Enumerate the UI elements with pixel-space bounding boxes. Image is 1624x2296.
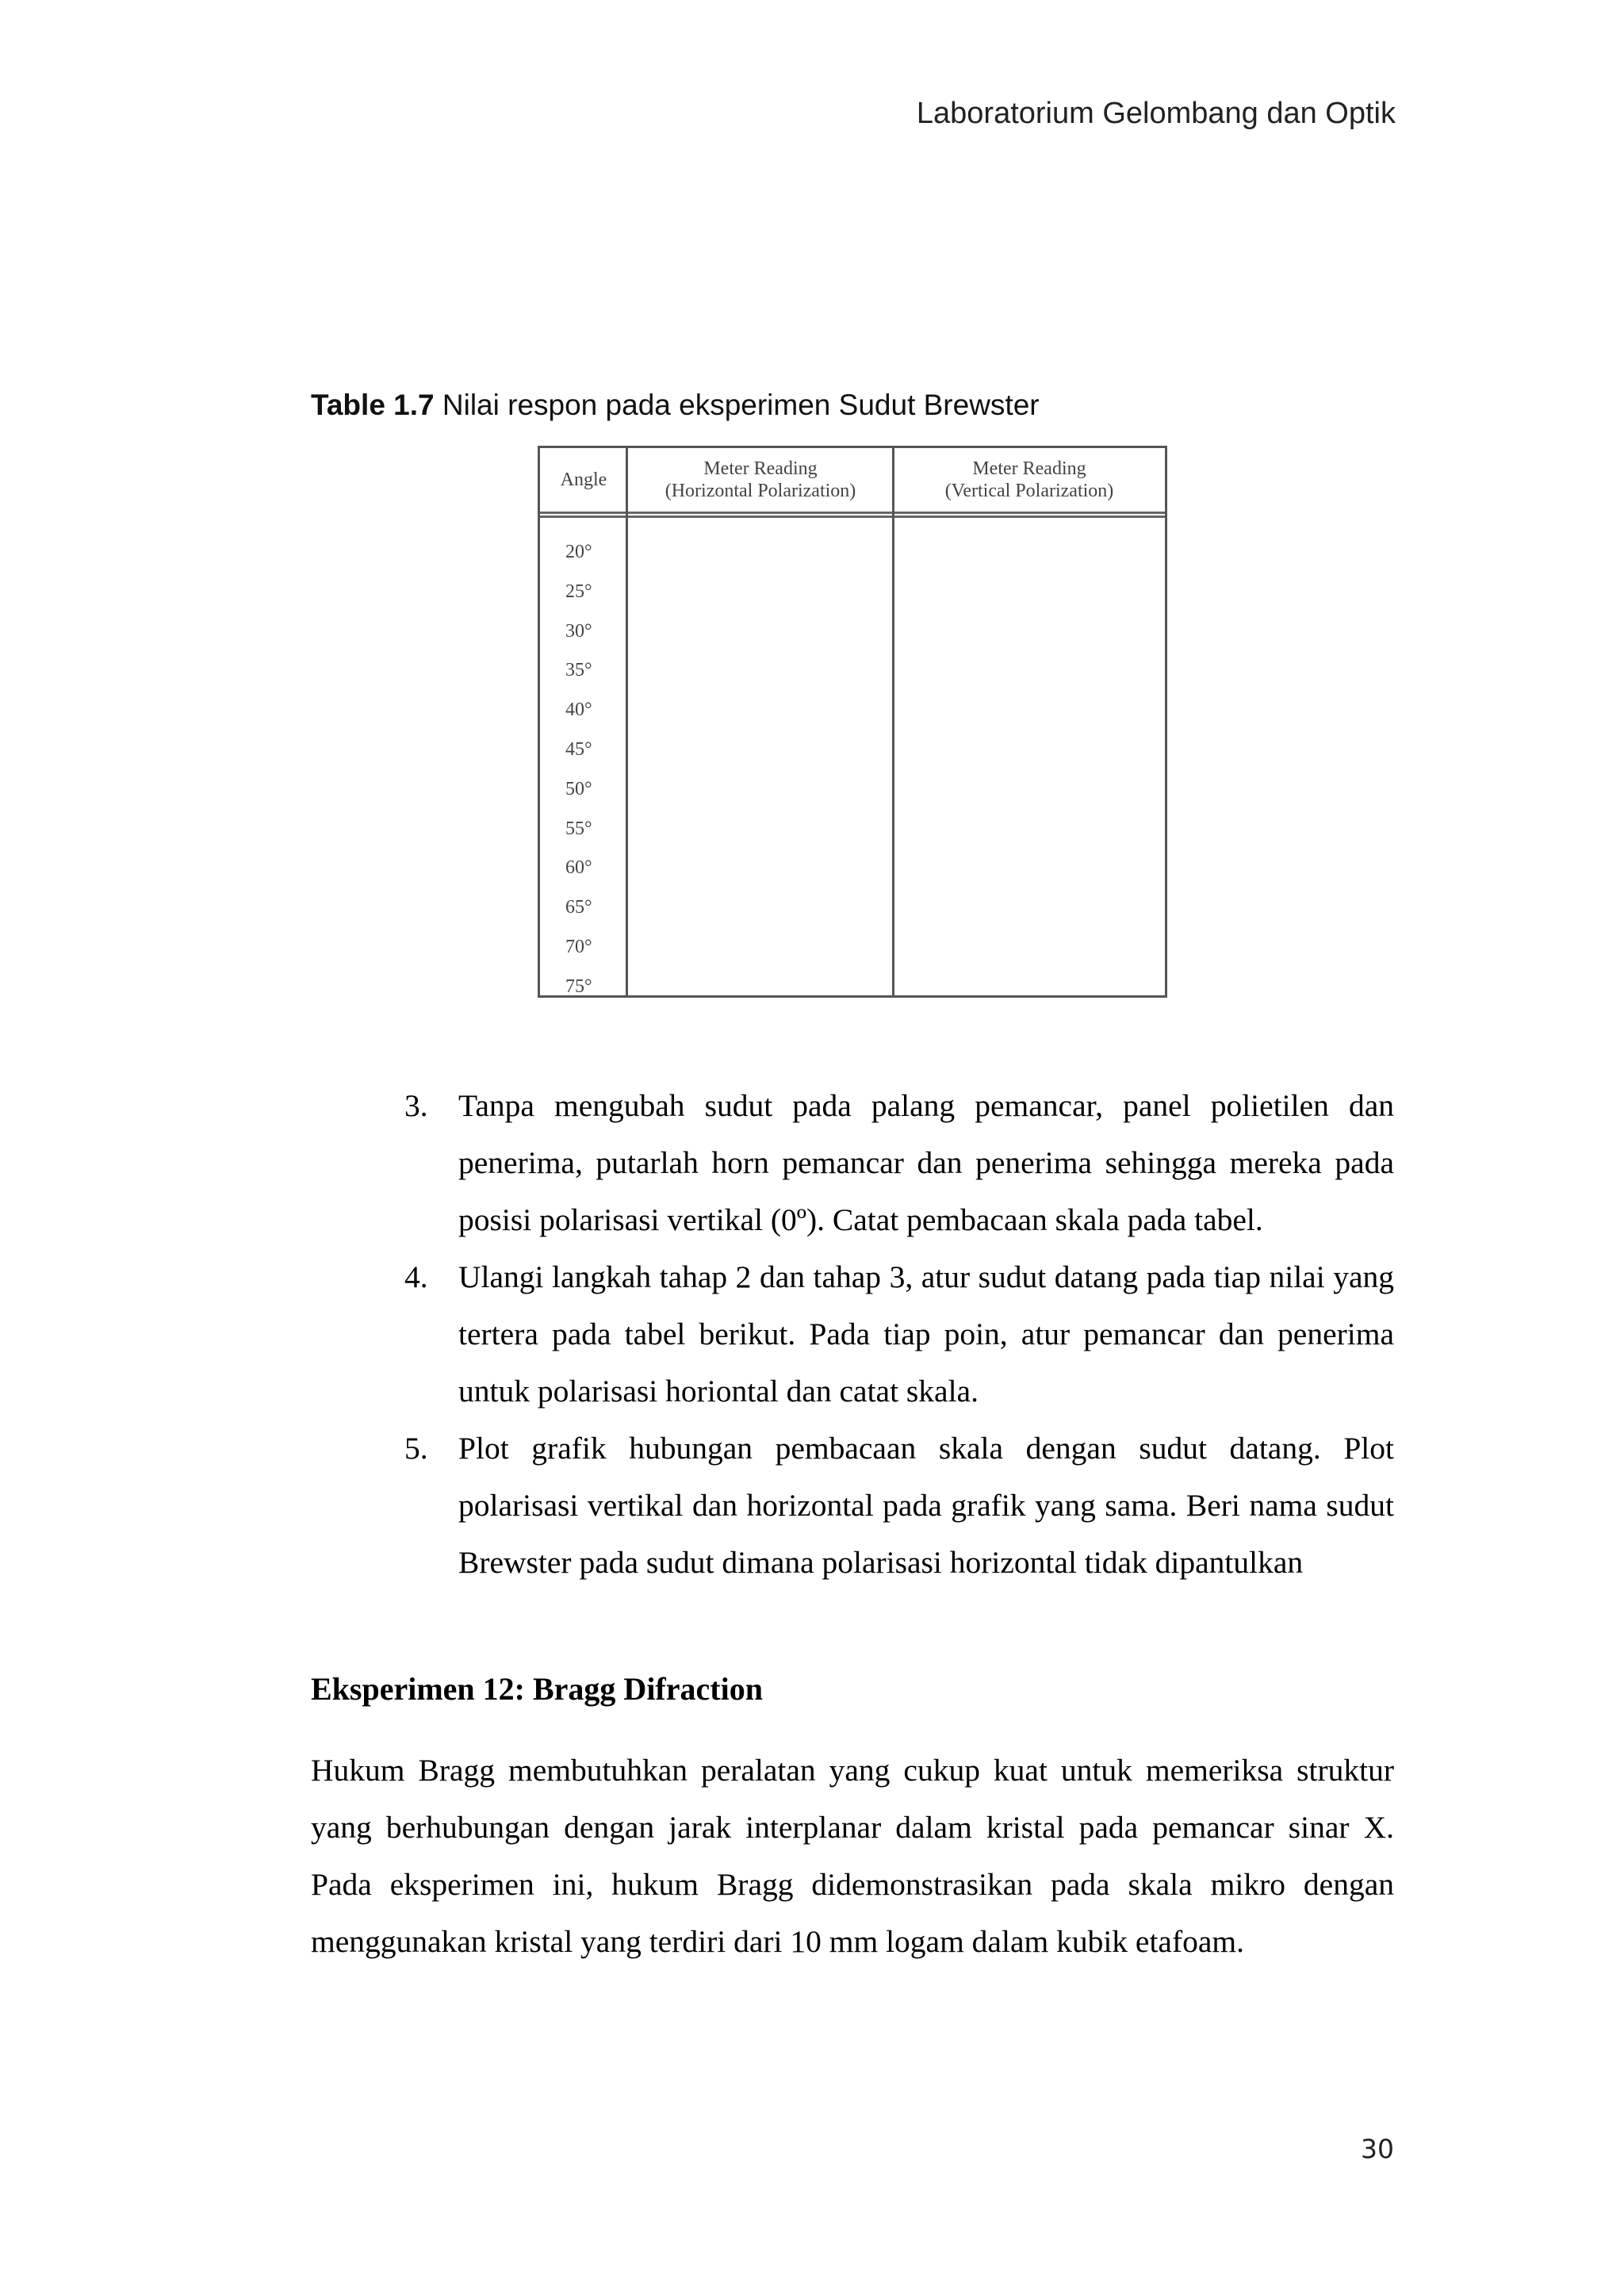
angle-cell: 65° bbox=[565, 897, 592, 918]
angle-cell: 75° bbox=[565, 976, 592, 997]
section-heading: Eksperimen 12: Bragg Difraction bbox=[311, 1671, 763, 1707]
angle-cell: 50° bbox=[565, 778, 592, 799]
table-caption-label: Table 1.7 bbox=[311, 389, 435, 421]
angle-cell: 25° bbox=[565, 581, 592, 602]
step-number: 3. bbox=[404, 1088, 428, 1123]
column-header-horizontal: Meter Reading (Horizontal Polarization) bbox=[665, 458, 856, 501]
angle-cell: 20° bbox=[565, 542, 592, 562]
angle-cell: 55° bbox=[565, 818, 592, 839]
table-caption-text: Nilai respon pada eksperimen Sudut Brewster bbox=[434, 389, 1040, 421]
angle-cell: 45° bbox=[565, 738, 592, 760]
table-header-row bbox=[540, 448, 1165, 518]
step-number: 4. bbox=[404, 1259, 428, 1294]
step-number: 5. bbox=[404, 1431, 428, 1466]
column-header-vertical: Meter Reading (Vertical Polarization) bbox=[944, 458, 1114, 501]
procedure-steps bbox=[404, 1077, 1394, 1591]
page-number: 30 bbox=[1361, 2133, 1394, 2164]
angle-cell: 35° bbox=[565, 660, 592, 681]
angle-list bbox=[540, 532, 626, 1006]
angle-cell: 70° bbox=[565, 936, 592, 957]
step-text: Tanpa mengubah sudut pada palang pemancar, panel polietilen dan penerima, putarlah horn pemancar dan penerima sehingga mereka pada posisi polarisasi vertikal (0º). Catat pembacaan skala pada tabel. bbox=[458, 1088, 1394, 1237]
running-header: Laboratorium Gelombang dan Optik bbox=[916, 97, 1396, 130]
column-header-angle: Angle bbox=[560, 470, 607, 490]
section-paragraph: Hukum Bragg membutuhkan peralatan yang cukup kuat untuk memeriksa struktur yang berhubungan dengan jarak interplanar dalam kristal pada pemancar sinar X. Pada eksperimen ini, hukum Bragg didemonstrasikan pada skala mikro dengan menggunakan kristal yang terdiri dari 10 mm logam dalam kubik etafoam. bbox=[311, 1753, 1394, 1959]
brewster-data-table bbox=[538, 446, 1167, 998]
column-divider bbox=[892, 448, 894, 995]
angle-cell: 60° bbox=[565, 857, 592, 879]
procedure-step bbox=[404, 1248, 1394, 1420]
table-caption bbox=[311, 389, 1040, 422]
column-divider bbox=[626, 448, 628, 995]
angle-cell: 40° bbox=[565, 700, 592, 721]
procedure-step bbox=[404, 1420, 1394, 1591]
angle-cell: 30° bbox=[565, 620, 592, 642]
procedure-step bbox=[404, 1077, 1394, 1248]
step-text: Plot grafik hubungan pembacaan skala dengan sudut datang. Plot polarisasi vertikal dan horizontal pada grafik yang sama. Beri nama sudut Brewster pada sudut dimana polarisasi horizontal tidak dipantulkan bbox=[458, 1431, 1394, 1580]
step-text: Ulangi langkah tahap 2 dan tahap 3, atur sudut datang pada tiap nilai yang tertera pada tabel berikut. Pada tiap poin, atur pemancar dan penerima untuk polarisasi horiontal dan catat skala. bbox=[458, 1259, 1394, 1409]
